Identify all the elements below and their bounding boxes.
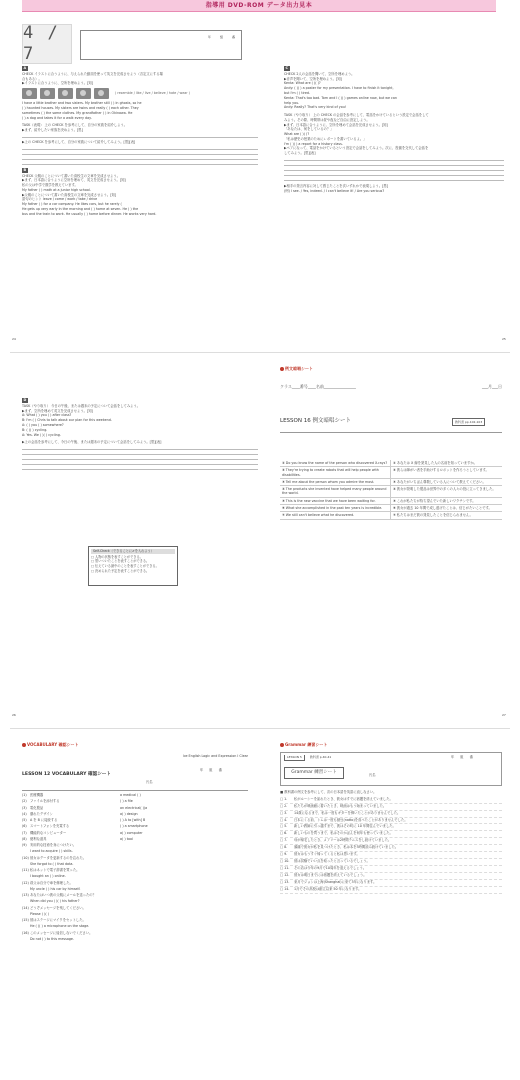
grammar-sentence: 彼は試験でいい点を取ったと言っているでしょう。: [294, 859, 370, 864]
illustration-image: [76, 88, 91, 99]
recitation-row: [280, 505, 502, 512]
english-text: This is the new vaccine that we have been waiting for.: [285, 498, 376, 503]
section-b-line: 私の父は中学で数学を教えています。: [22, 183, 78, 188]
section-c-line: ▶音声を聞いて、空所を埋めよう。[知]: [284, 76, 342, 81]
task-instruction: ▶まず、紹介したい家族を決めよう。[思]: [22, 128, 83, 133]
lesson-tag: LESSON 5: [284, 755, 305, 761]
date-line: ___月___日: [482, 384, 502, 389]
item-number: □ 8.: [280, 845, 288, 850]
english-text: They're trying to create robots that will help people with disabilities.: [282, 468, 379, 477]
grammar-sentence: 14歳になるまで、私は一度もギターを弾いたことがありませんでした。: [294, 810, 401, 815]
grammar-sentence: 来月でジョンは上海(Shanghai)に来て3年になります。: [294, 879, 377, 884]
year-label: 年: [200, 768, 204, 772]
item-number: □ 13.: [280, 879, 290, 884]
english-text: What she accomplished in the past ten years is incredible.: [285, 505, 383, 510]
series-name: be English Logic and Expression I Clear: [183, 754, 248, 758]
grammar-item[interactable]: [280, 797, 502, 804]
section-d-line: ▶まず、空所を埋めて英文を完成させよう。[知]: [22, 408, 93, 413]
english-blank-sentence[interactable]: Please ( )( ): [30, 911, 49, 916]
textbook-pages: 教科書 p.40-41: [309, 755, 332, 759]
section-b-line: bus and the train to work. He usually ( ) home before dinner. He works very hard.: [22, 211, 157, 216]
english-blank-sentence[interactable]: Do not ( ) to this message.: [30, 936, 75, 941]
item-number: □ 7.: [280, 838, 288, 843]
item-number: (12): [22, 880, 29, 885]
japanese-sentence: このメッセージに返信しないでください。: [30, 930, 93, 935]
japanese-text: 彼らは障がい者を手助けするロボットを作ろうとしています。: [396, 468, 489, 473]
writing-line[interactable]: [284, 176, 504, 181]
english-blank[interactable]: a( ) tool: [120, 836, 133, 841]
japanese-term: 医療機器: [30, 793, 44, 797]
japanese-text: 彼女が過去 10 年間で成し遂げたことは、信じがたいことです。: [396, 505, 492, 510]
textbook-pages-badge: 教科書 pp.102-103: [452, 418, 485, 426]
title-rule: [280, 432, 502, 433]
item-number: □ 11.: [280, 865, 290, 870]
grammar-item[interactable]: [280, 859, 502, 866]
recitation-sheet-header: [280, 366, 313, 371]
english-sentence: [280, 486, 391, 498]
writing-line[interactable]: [22, 160, 258, 165]
section-c-tag: C: [285, 66, 288, 70]
section-b-tag: B: [23, 167, 27, 172]
grammar-name-box: [451, 755, 499, 763]
item-number: (9): [22, 843, 27, 847]
english-sentence: [280, 505, 391, 512]
english-sentence: [280, 479, 391, 486]
recitation-row: [280, 486, 502, 498]
self-check-box: [88, 546, 178, 586]
vocabulary-list: [22, 792, 248, 1080]
japanese-sentence: 実用的な技術を身につけたい。: [30, 843, 77, 847]
item-number: □ 5.: [280, 824, 288, 829]
class-name-line: クラス____番号____名前________________: [280, 384, 356, 389]
grammar-item[interactable]: [280, 811, 502, 818]
japanese-sentence: 彼はステージにマイクをセットした。: [30, 918, 86, 922]
class-label: 組: [460, 755, 464, 759]
section-c-line: Andy: Really? That's very kind of you!: [284, 105, 347, 110]
item-number: [22, 936, 30, 942]
self-check-item[interactable]: □ 決められた予定を表すことができる。: [91, 568, 150, 573]
illustration-image: [58, 88, 73, 99]
note-line: (例) I see. / Yes, indeed. / I can't believe it! / Are you serious?: [284, 188, 385, 193]
item-number: ⑦: [393, 513, 396, 518]
japanese-text: 彼女が発明した製品は世界中の多くの人々の役に立ってきました。: [396, 487, 496, 492]
section-a-tag: A: [23, 66, 27, 70]
japanese-sentence: [391, 512, 502, 519]
recitation-row: [280, 460, 502, 467]
item-number: (1): [22, 793, 27, 797]
grammar-item[interactable]: [280, 866, 502, 873]
banner-title: 指導用 DVD-ROM データ出力見本: [205, 1, 313, 9]
spread-divider: [10, 728, 510, 729]
section-a-line: CHECK イラストに合うように、与えられた動詞を使って英文を完成させよう（否定文にする場: [22, 71, 163, 76]
dialogue-line: B: ( )( ) cycling.: [22, 427, 48, 432]
section-c-line: but I'm ( ) tired.: [284, 91, 310, 95]
recitation-lesson-title: LESSON 16 例文暗唱シート: [280, 418, 351, 424]
item-number: (10): [22, 855, 29, 860]
task-line: 「あなたは、何をしているの？」: [284, 127, 334, 132]
section-d-line: ▶上の会話を参考にして、今日の午後、または週末の予定について会話をしてみよう。[思][表]: [22, 440, 162, 445]
page-number: 24: [12, 337, 16, 341]
grammar-sentence: 新しい教師に引っ越すまで、彼はその町に 10 年間住んでいました。: [294, 824, 396, 829]
writing-line[interactable]: [22, 133, 258, 138]
item-number: □ 9.: [280, 852, 288, 857]
bullet-icon: [280, 367, 284, 371]
japanese-term: ファイルを添付する: [30, 799, 60, 804]
grammar-item[interactable]: [280, 887, 502, 894]
japanese-sentence: [391, 479, 502, 486]
section-b-line: 語句のヒント leave / come / work / take / drive: [22, 197, 98, 202]
number-label: 番: [218, 768, 222, 772]
grammar-sentence: 新しいものを買うまで、私はそのかばんを何年も使っていました。: [294, 831, 393, 836]
recitation-sheet-label: 例文暗唱シート: [285, 366, 313, 371]
item-number: (3): [22, 805, 27, 810]
section-c-line: Kenta: What are ( )( )?: [284, 81, 321, 86]
item-number: ⑥: [393, 505, 396, 510]
self-check-item[interactable]: □ 思いついたことを表すことができる。: [91, 559, 150, 564]
grammar-sheet-label: Grammar 練習シート: [285, 742, 328, 747]
bullet-icon: [22, 743, 26, 747]
item-number: ①: [282, 461, 285, 465]
bullet-icon: [280, 743, 284, 747]
item-number: □ 14.: [280, 886, 290, 891]
item-number: □ 10.: [280, 859, 290, 864]
note-line: ▶相手の発言内容に対して感じたことを次いずれかで表現しよう。[思]: [284, 183, 389, 188]
title-rule: [22, 790, 248, 791]
item-number: ③: [393, 479, 396, 484]
recitation-row: [280, 467, 502, 479]
english-blank-sentence[interactable]: My uncle ( ) his car by himself.: [30, 886, 81, 891]
task-line: ▶まず、日本語に合うように、空所を埋めて会話を完成させよう。[知]: [284, 122, 388, 127]
task-block: [284, 113, 504, 156]
grammar-item[interactable]: [280, 804, 502, 811]
japanese-term: 便利な道具: [30, 836, 47, 841]
section-d-tag: D: [23, 398, 27, 402]
year-label: 年: [207, 35, 211, 39]
section-b-line: ▶父親のことについて書いた高校生の文章を完成させよう。[知]: [22, 192, 117, 197]
recitation-row: [280, 479, 502, 486]
english-blank[interactable]: a( ) design: [120, 811, 138, 816]
dialogue-line: A: Yes. We ( )( ) cycling.: [22, 432, 61, 437]
japanese-term: 電化製品: [30, 805, 44, 810]
item-number: □ 3.: [280, 810, 288, 815]
japanese-text: あなたがいちばん尊敬している人について教えてください。: [396, 479, 486, 484]
number-label: 番: [231, 35, 235, 39]
task-heading: TASK（表現） 上の CHECK を参考にして、自分の家族を紹介しよう。: [22, 123, 128, 128]
writing-line[interactable]: [22, 465, 258, 470]
english-text: Do you know the name of the person who discovered X-rays?: [285, 461, 388, 465]
self-check-item[interactable]: □ 伝えている最中のことを表すことができる。: [91, 563, 159, 568]
fill-in-text: ( ) a dog and takes it for a walk every day.: [22, 115, 92, 120]
english-sentence: [280, 460, 391, 467]
japanese-sentence: [391, 498, 502, 505]
page-24-content: [22, 66, 258, 336]
japanese-term: 機能的なコンピューター: [30, 830, 67, 835]
item-number: (14): [22, 905, 29, 910]
japanese-text: これが私たちが待ち望んでいた新しいワクチンです。: [396, 498, 476, 503]
task-line: ▶ペアになって、電話をかけているという設定で会話をしてみよう。次に、役割を交代して会話を: [284, 146, 429, 151]
grammar-header-box: [280, 752, 502, 786]
class-label: 組: [209, 768, 213, 772]
english-sentence: [280, 467, 391, 479]
item-number: (6): [22, 824, 27, 829]
item-number: ②: [282, 468, 285, 473]
japanese-text: 私たちはまだ彼の発見したことを信じられません。: [396, 513, 473, 518]
sample-banner: [22, 0, 496, 12]
section-a-line: 合もある）。: [22, 76, 42, 81]
grammar-exercise-list: [280, 790, 502, 1080]
page-indicator: [22, 24, 72, 64]
item-number: □ 12.: [280, 872, 290, 877]
english-blank[interactable]: ( ) a file: [120, 799, 133, 804]
section-c-line: CHECK 2人の会話を聞いて、空所を埋めよう。: [284, 71, 355, 76]
item-number: ⑤: [282, 498, 285, 503]
english-text: Tell me about the person whom you admire the most.: [285, 479, 375, 484]
grammar-sentence: 彼女は明日までには宿題を終えているでしょう。: [294, 872, 367, 877]
english-sentence: [280, 512, 391, 519]
english-blank[interactable]: an electrical( )(a: [120, 805, 148, 810]
name-label: 氏名: [369, 773, 376, 777]
japanese-sentence: [391, 486, 502, 498]
self-check-item[interactable]: □ 人物の状態を表すことができる。: [91, 554, 143, 559]
item-number: □ 1.: [280, 796, 288, 801]
grammar-sheet-header: [280, 742, 327, 747]
item-number: ④: [282, 487, 285, 492]
item-number: (15): [22, 918, 29, 922]
japanese-sentence: 叔父は自分で車を修理した。: [30, 880, 73, 885]
student-name-box: [80, 30, 242, 60]
section-a-line: ▶イラストに合うように、空所を埋めよう。[知]: [22, 81, 93, 86]
section-b-line: My father ( ) math at a junior high school.: [22, 187, 91, 192]
japanese-term: スマートフォンを充電する: [30, 824, 70, 829]
item-number: ⑦: [282, 513, 285, 518]
grammar-sentence: 彼女はもうすぐ帰ってくると私は思います。: [294, 852, 360, 857]
page-number: 26: [12, 713, 16, 717]
dialogue-line: B: I'm ( ) Chris to talk about our plan for this weekend.: [22, 418, 112, 423]
dialogue-line: A: ( ) you ( ) somewhere?: [22, 423, 64, 427]
fill-in-text: ( ) haunted houses. My sisters are twins and really ( ) each other. They: [22, 106, 139, 110]
page-25-content: [284, 66, 504, 336]
japanese-sentence: 私はネットで電子辞書を買った。: [30, 868, 80, 872]
japanese-sentence: [391, 460, 502, 467]
dialogue-line: A: What ( ) you ( ) after class?: [22, 413, 72, 418]
word-hint: ( resemble / like / live / believe / hate / wear ): [115, 91, 190, 96]
english-blank-sentence[interactable]: I bought an ( ) online.: [30, 874, 66, 879]
grammar-item[interactable]: [280, 880, 502, 887]
item-number: ⑥: [282, 505, 285, 510]
english-blank[interactable]: a( ) computer: [120, 830, 143, 835]
item-number: (5): [22, 818, 27, 822]
english-blank-sentence[interactable]: He ( )( ) a microphone on the stage.: [30, 924, 90, 929]
illustrations: [22, 88, 109, 99]
recitation-name-row: [280, 384, 502, 398]
item-number: □ 6.: [280, 831, 288, 836]
item-number: (11): [22, 868, 29, 872]
task-line: TASK（やり取り） 上の CHECK の会話を参考にして、電話をかけているという設定で会話をして: [284, 113, 429, 118]
item-number: □ 4.: [280, 817, 288, 822]
japanese-text: あなたは X 線を発見した人の名前を知っていますか。: [396, 461, 477, 465]
item-number: ③: [282, 479, 285, 484]
item-number: (2): [22, 799, 27, 804]
grammar-title: Grammar 練習シート: [284, 767, 344, 779]
english-sentence: [280, 498, 391, 505]
japanese-term: A を B に接続する: [30, 818, 58, 822]
task-line: 「私は歴史の授業のためにレポートを書いているよ。」: [284, 136, 367, 141]
item-number: (13): [22, 893, 29, 897]
grammar-meta: [284, 755, 374, 761]
page-indicator-text: 4 / 7: [23, 22, 60, 64]
page-number: 27: [502, 713, 506, 717]
section-c-line: help you.: [284, 100, 300, 105]
recitation-row: [280, 512, 502, 519]
vocabulary-sheet-label: VOCABULARY 確認シート: [27, 742, 79, 747]
item-number: (4): [22, 811, 27, 816]
task-line: してみよう。[思][表]: [284, 151, 316, 156]
english-blank[interactable]: ( ) A to [with] B: [120, 818, 146, 822]
japanese-sentence: あなたはいつ彼の父親にメールを送ったの？: [30, 893, 96, 897]
item-number: (16): [22, 930, 29, 935]
grammar-instruction: ■ 教科書の例文を参考にして、次の日本語を英語に直しなさい。: [280, 790, 377, 794]
task-line: What are ( )( )?: [284, 132, 310, 137]
self-check-title: Self-Check（できることに✔を入れよう）: [91, 549, 175, 554]
japanese-sentence: どうぞメッセージを残してください。: [30, 905, 86, 910]
illustration-image: [22, 88, 37, 99]
japanese-sentence: [391, 505, 502, 512]
fill-in-text: sometimes ( ) the same clothes. My grandfather ( ) in Okinawa. He: [22, 110, 133, 115]
spread-divider: [10, 352, 510, 353]
page-number: 25: [502, 337, 506, 341]
grammar-item[interactable]: [280, 873, 502, 880]
vocabulary-sheet-header: [22, 742, 79, 747]
recitation-table: [280, 460, 502, 520]
grammar-sentence: 日本にくる前、トムは一度も納豆(natto)を食べたことがありませんでした。: [294, 817, 408, 822]
number-label: 番: [469, 755, 473, 759]
section-c-line: Andy: ( )( ) a poster for my presentation. I have to finish it tonight,: [284, 86, 394, 91]
item-number: (7): [22, 830, 27, 835]
name-label: 氏名: [146, 780, 153, 784]
item-number: ②: [393, 468, 396, 473]
task-line: みよう。その際、時間帯は昼や夜など自由に設定しよう。: [284, 117, 370, 122]
illustration-image: [94, 88, 109, 99]
english-blank-sentence[interactable]: When did you ( )( ) his father?: [30, 899, 80, 904]
section-b-line: My father ( ) for a car company. He likes cars, but he rarely (: [22, 202, 122, 207]
task-line: I'm ( )( ) a report for a history class.: [284, 141, 343, 146]
grammar-sentence: 私がルーシーを訪れたとき、彼女はすでに宿題を終えていました。: [294, 796, 393, 801]
year-label: 年: [451, 755, 455, 759]
fill-in-text: I have a little brother and two sisters. My brother still ( ) in ghosts, so he: [22, 101, 142, 106]
illustration-image: [40, 88, 55, 99]
item-number: ⑤: [393, 498, 396, 503]
class-label: 組: [219, 35, 223, 39]
task-instruction: ▶上の CHECK を参考にして、自分の家族について紹介してみよう。[思][表]: [22, 139, 136, 144]
grammar-sentence: 頭痛で彼女が私を見つけたとき、私は本を3時間読み続けていました。: [294, 845, 399, 850]
vocabulary-lesson-title: LESSON 12 VOCABULARY 確認シート: [22, 772, 112, 777]
illustration-row: [22, 86, 258, 101]
name-box-labels: [208, 36, 235, 40]
english-text: The products she invented have helped many people around the world.: [282, 487, 387, 496]
section-d-line: TASK（やり取り） 今日の午後、または週末の予定について会話をしてみよう。: [22, 403, 141, 408]
english-text: We still can't believe what he discovered.: [285, 513, 355, 518]
item-number: □ 2.: [280, 803, 288, 808]
section-b-line: ▶まず、日本語に合うように空所を埋めて、英文を完成させよう。[知]: [22, 178, 126, 183]
english-blank-sentence[interactable]: I want to acquire ( ) skills.: [30, 849, 73, 854]
grammar-sentence: 私たちが映画館に着いたとき、映画はもう始まっていました。: [294, 803, 387, 808]
recitation-row: [280, 498, 502, 505]
japanese-term: 優れたデザイン: [30, 811, 53, 816]
english-blank[interactable]: ( ) a smartphone: [120, 824, 148, 829]
item-number: ①: [393, 461, 396, 465]
vocab-row: [22, 936, 248, 942]
grammar-sentence: 母が帰宅したとき、メアリーは2時間テニスをし続けていました。: [294, 838, 392, 843]
item-number: (8): [22, 836, 27, 841]
section-c-line: Kenta: That's too bad. Tom and I ( )( ) games online now, but we can: [284, 95, 397, 100]
grammar-sentence: 1月でその高校は創立以来 50 年になります。: [294, 886, 362, 891]
japanese-sentence: [391, 467, 502, 479]
english-blank-sentence[interactable]: She forgot to ( ) that data.: [30, 861, 74, 866]
vocab-name-box: [200, 768, 248, 778]
grammar-sentence: その店は今年の9月で10周年を迎えるでしょう。: [294, 865, 367, 870]
section-b-line: He gets up very early in the morning and ( ) home at seven. He ( ) the: [22, 206, 139, 211]
japanese-sentence: 彼女はデータを更新するのを忘れた。: [30, 855, 87, 860]
item-number: ④: [393, 487, 396, 492]
english-blank[interactable]: a medical ( ): [120, 793, 141, 797]
section-b-line: CHECK 父親のことについて書いた高校生の文章を完成させよう。: [22, 173, 121, 178]
